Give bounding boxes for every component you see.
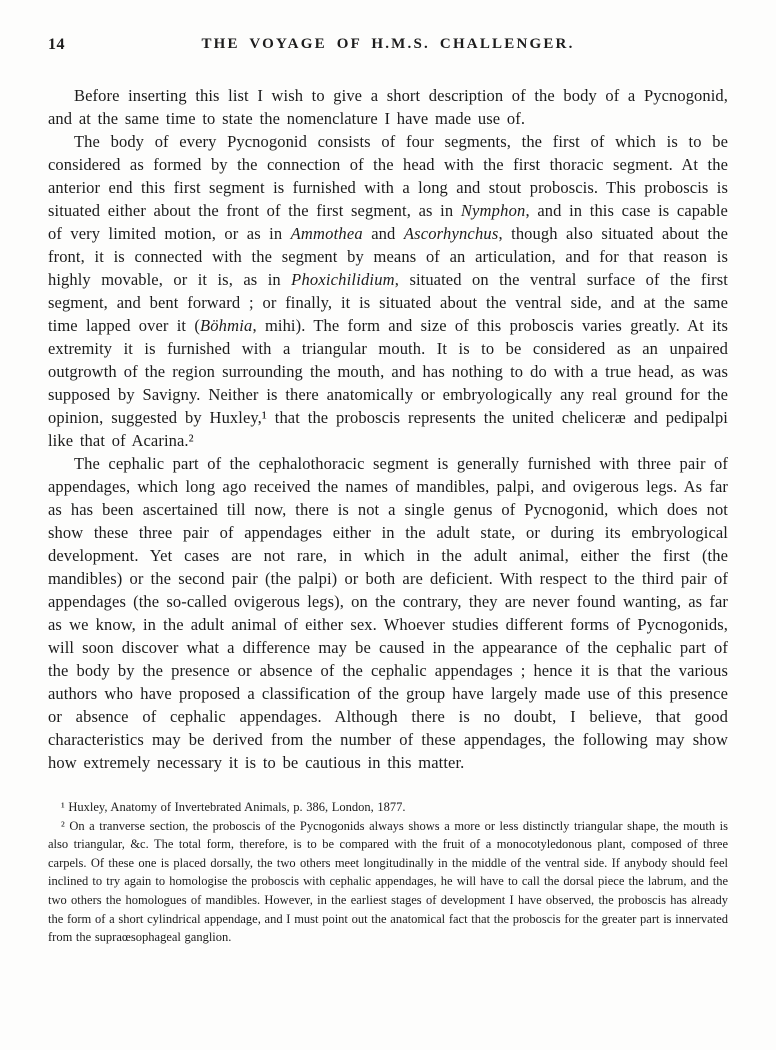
- body-text: [48, 84, 728, 774]
- paragraph-intro: Before inserting this list I wish to give a short description of the body of a Pycnogonid, and at the same time to state the nomenclature I have made use of.: [48, 86, 728, 128]
- footnotes: [48, 798, 728, 947]
- running-title: THE VOYAGE OF H.M.S. CHALLENGER.: [201, 36, 575, 52]
- paragraph-proboscis: The body of every Pycnogonid consists of four segments, the first of which is to be considered as formed by the connection of the head with the first thoracic segment. At the anterior end this first segment is furnished with a long and stout proboscis. This proboscis is situated either about the front of the first segment, as in Nymphon, and in this case is capable of very limited motion, or as in Ammothea and Ascorhynchus, though also situated about the front, it is connected with the segment by means of an articulation, and for that reason is highly movable, or it is, as in Phoxichilidium, situated on the ventral surface of the first segment, and bent forward ; or finally, it is situated about the ventral side, and at the same time lapped over it (Böhmia, mihi). The form and size of this proboscis varies greatly. At its extremity it is furnished with a triangular mouth. It is to be considered as an unpaired outgrowth of the region surrounding the mouth, and has nothing to do with a true head, as was supposed by Savigny. Neither is there anatomically or embryologically any real ground for the opinion, suggested by Huxley,¹ that the proboscis represents the united cheliceræ and pedipalpi like that of Acarina.²: [48, 132, 729, 450]
- footnote-2: ² On a tranverse section, the proboscis of the Pycnogonids always shows a more or less distinctly triangular shape, the mouth is also triangular, &c. The total form, therefore, is to be compared with the fruit of a monocotyledonous plant, composed of three carpels. Of these one is placed dorsally, the two others meet longitudinally in the middle of the ventral side. If anybody should feel inclined to try again to homologise the proboscis with cephalic appendages, he will have to call the dorsal piece the labrum, and the two others the homologues of mandibles. However, in the earliest stages of development I have observed, the proboscis has already the form of a short cylindrical appendage, and I must point out the anatomical fact that the proboscis for the greater part is innervated from the supraœsophageal ganglion.: [48, 818, 728, 945]
- page-number: 14: [48, 36, 65, 53]
- page-header: [48, 36, 728, 58]
- paragraph-appendages: The cephalic part of the cephalothoracic segment is generally furnished with three pair of appendages, which long ago received the names of mandibles, palpi, and ovigerous legs. As far as has been ascertained till now, there is not a single genus of Pycnogonid, which does not show these three pair of appendages either in the adult state, or during its embryological development. Yet cases are not rare, in which in the adult animal, either the first (the mandibles) or the second pair (the palpi) or both are deficient. With respect to the third pair of appendages (the so-called ovigerous legs), on the contrary, they are never found wanting, as far as we know, in the adult animal of either sex. Whoever studies different forms of Pycnogonids, will soon discover what a difference may be caused in the appearance of the cephalic part of the body by the presence or absence of the cephalic appendages ; hence it is that the various authors who have proposed a classification of the group have largely made use of this presence or absence of cephalic appendages. Although there is no doubt, I believe, that good characteristics may be derived from the number of these appendages, the following may show how extremely necessary it is to be cautious in this matter.: [48, 454, 728, 772]
- footnote-1: ¹ Huxley, Anatomy of Invertebrated Animals, p. 386, London, 1877.: [61, 800, 406, 814]
